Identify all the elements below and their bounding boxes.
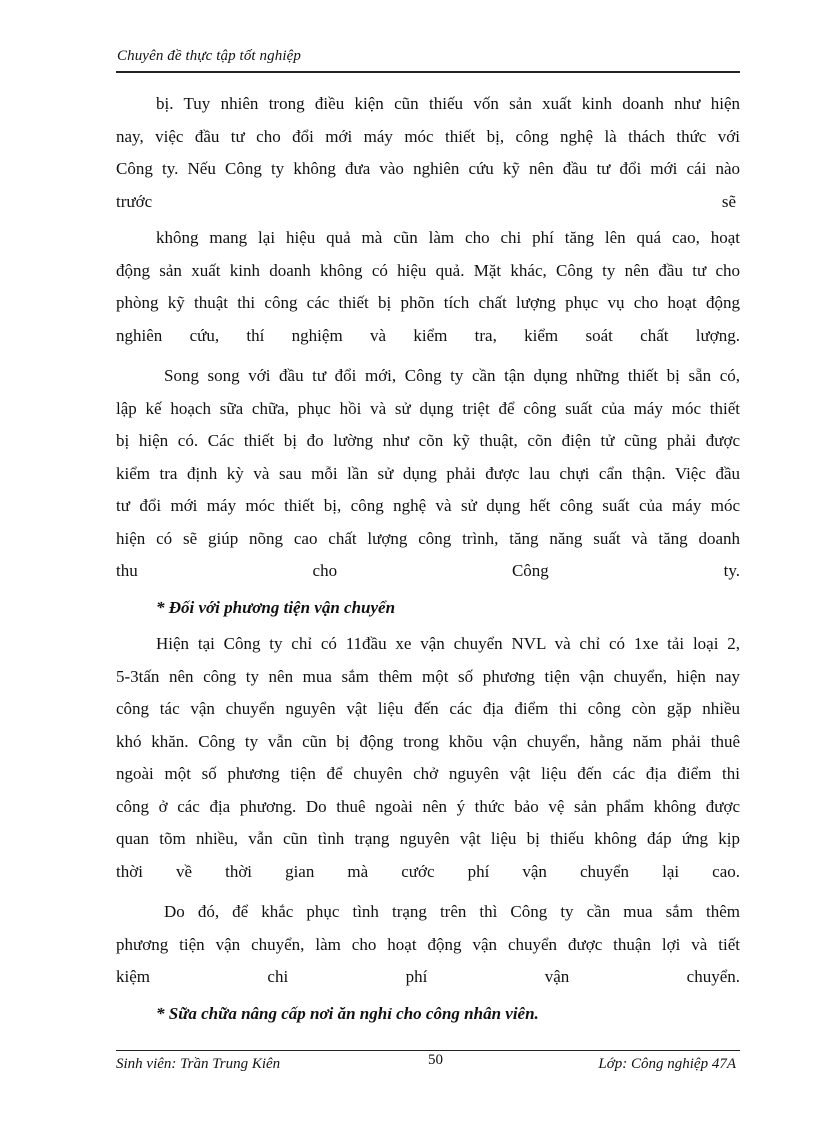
footer-student: Sinh viên: Trần Trung Kiên xyxy=(116,1056,281,1072)
text-line-split xyxy=(116,186,740,219)
text-line: quan tõm nhiều, vẫn cũn tình trạng nguyên vật liệu bị thiếu không đáp ứng kịp xyxy=(116,829,740,848)
document-body xyxy=(116,88,740,1030)
text-line: khó khăn. Công ty vẫn cũn bị động trong khõu vận chuyển, hằng năm phải thuê xyxy=(116,731,740,751)
text-line: phương tiện vận chuyển, làm cho hoạt động vận chuyển được thuận lợi và tiết xyxy=(116,934,740,954)
text-line: bị hiện có. Các thiết bị đo lường như cõn kỹ thuật, cõn điện tử cũng phải được xyxy=(116,431,740,450)
text-line: Hiện tại Công ty chỉ có 11đầu xe vận chuyển NVL và chỉ có 1xe tải loại 2, xyxy=(156,634,740,653)
text-line: nay, việc đầu tư cho đổi mới máy móc thiết bị, công nghệ là thách thức với xyxy=(116,126,740,146)
paragraph-3 xyxy=(116,360,740,588)
header-title: Chuyên đề thực tập tốt nghiệp xyxy=(117,48,301,64)
text-line: lập kế hoạch sữa chữa, phục hồi và sử dụng triệt để công suất của máy móc thiết xyxy=(116,398,740,418)
paragraph-4 xyxy=(116,628,740,888)
section-heading-housing: * Sữa chữa nâng cấp nơi ăn nghỉ cho công nhân viên. xyxy=(156,1003,539,1023)
section-heading-transport: * Đối với phương tiện vận chuyển xyxy=(156,597,396,617)
text-line: Công ty. Nếu Công ty không đưa vào nghiên cứu kỹ nên đầu tư đổi mới cái nào xyxy=(116,159,740,178)
page-footer xyxy=(116,1050,740,1077)
page-header xyxy=(116,47,740,73)
text-line: thời về thời gian mà cước phí vận chuyển lại cao. xyxy=(116,861,740,881)
paragraph-2 xyxy=(116,222,740,352)
footer-class: Lớp: Công nghiệp 47A xyxy=(598,1056,736,1072)
paragraph-5 xyxy=(116,896,740,994)
text-line: kiệm chi phí vận chuyển. xyxy=(116,967,740,986)
text-fragment: sẽ xyxy=(721,191,736,211)
text-line: động sản xuất kinh doanh không có hiệu quả. Mặt khác, Công ty nên đầu tư cho xyxy=(116,260,740,280)
text-line: 5-3tấn nên công ty nên mua sắm thêm một số phương tiện vận chuyển, hiện nay xyxy=(116,666,740,686)
paragraph-1 xyxy=(116,88,740,218)
text-line: công ở các địa phương. Do thuê ngoài nên ý thức bảo vệ sản phẩm không được xyxy=(116,796,740,816)
text-line: tư đổi mới máy móc thiết bị, công nghệ và sử dụng hết công suất của máy móc xyxy=(116,496,740,515)
text-line: thu cho Công ty. xyxy=(116,561,740,580)
text-line: nghiên cứu, thí nghiệm và kiểm tra, kiểm soát chất lượng. xyxy=(116,325,740,345)
text-line: Song song với đầu tư đổi mới, Công ty cần tận dụng những thiết bị sẵn có, xyxy=(164,366,740,385)
text-line: không mang lại hiệu quả mà cũn làm cho chi phí tăng lên quá cao, hoạt xyxy=(156,228,740,247)
page-number: 50 xyxy=(428,1052,443,1068)
text-line: hiện có sẽ giúp nõng cao chất lượng công trình, tăng năng suất và tăng doanh xyxy=(116,528,740,548)
text-fragment: trước xyxy=(116,191,153,211)
text-line: ngoài một số phương tiện để chuyên chở nguyên vật liệu đến các địa điểm thi xyxy=(116,764,740,783)
text-line: công tác vận chuyển nguyên vật liệu đến các địa điểm thi công còn gặp nhiều xyxy=(116,699,740,718)
text-line: kiểm tra định kỳ và sau mỗi lần sử dụng phải được lau chựi cẩn thận. Việc đầu xyxy=(116,463,740,483)
text-line: bị. Tuy nhiên trong điều kiện cũn thiếu vốn sản xuất kinh doanh như hiện xyxy=(156,94,740,113)
text-line: phòng kỹ thuật thi công các thiết bị phõn tích chất lượng phục vụ cho hoạt động xyxy=(116,293,740,312)
text-line: Do đó, để khắc phục tình trạng trên thì Công ty cần mua sắm thêm xyxy=(164,902,740,921)
